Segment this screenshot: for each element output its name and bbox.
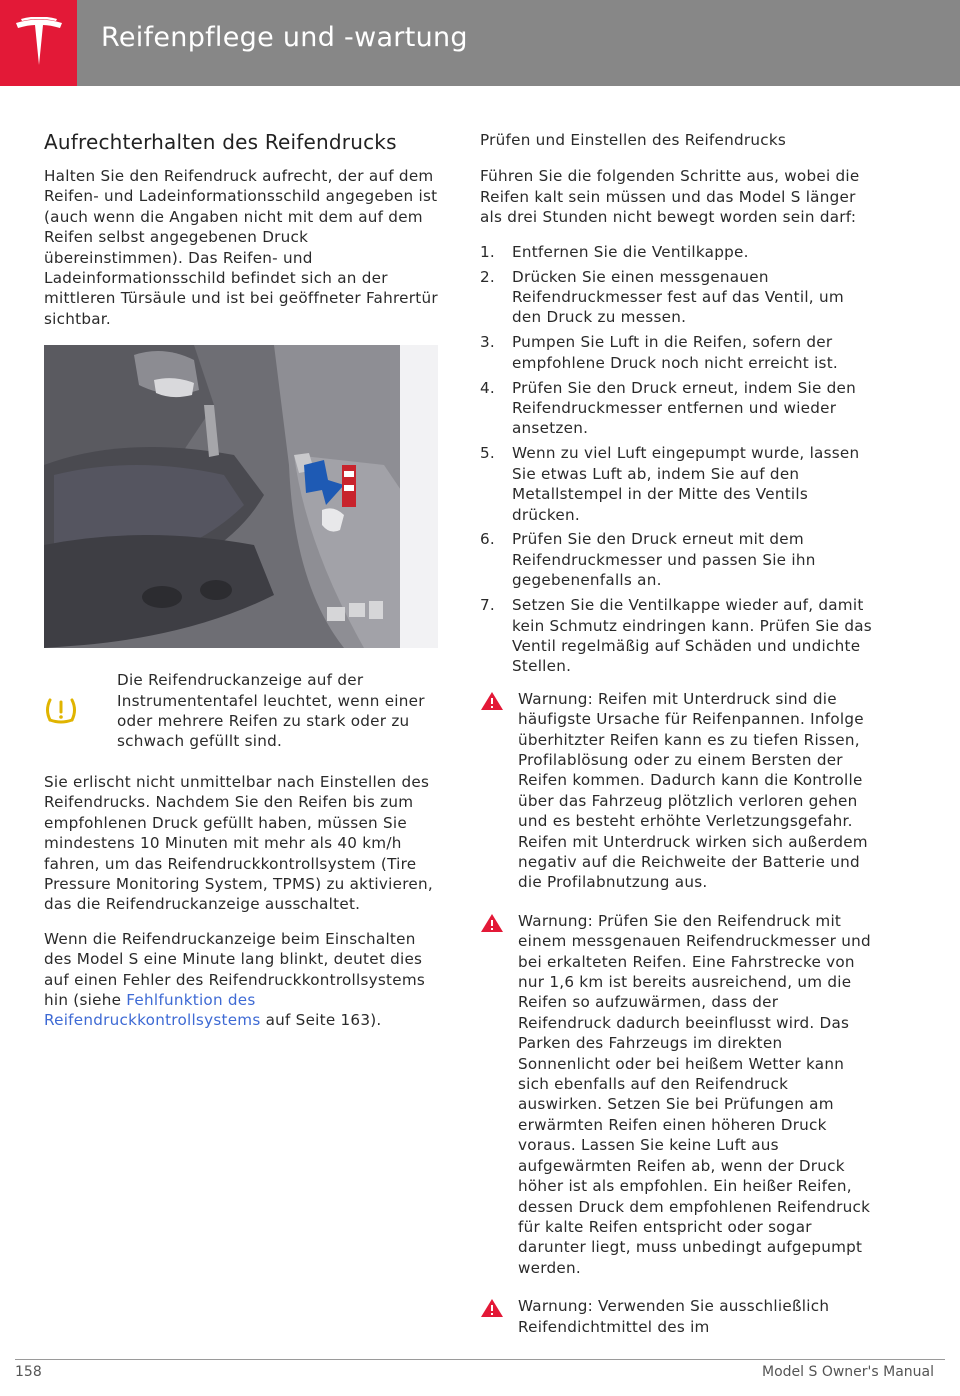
page-number: 158	[15, 1364, 42, 1380]
page-header	[0, 0, 960, 86]
list-item: 5. Wenn zu viel Luft eingepumpt wurde, lassen Sie etwas Luft ab, indem Sie auf den Metallstempel in der Mitte des Ventils drücken.	[480, 444, 860, 524]
warning-triangle-icon	[480, 1296, 518, 1337]
fault-text-before: Wenn die Reifendruckanzeige beim Einschalten des Model S eine Minute lang blinkt, deutet dies auf einen Fehler des Reifendruckkontrollsystems hin (siehe	[44, 929, 426, 1009]
warning-triangle-icon	[480, 689, 518, 893]
warning-block	[480, 911, 875, 1278]
list-item: 3. Pumpen Sie Luft in die Reifen, sofern der empfohlene Druck noch nicht erreicht ist.	[480, 333, 838, 372]
manual-name: Model S Owner's Manual	[762, 1364, 934, 1380]
page-title: Reifenpflege und -wartung	[101, 22, 468, 53]
note-text: Die Reifendruckanzeige auf der Instrumententafel leuchtet, wenn einer oder mehrere Reifen zu stark oder zu schwach gefüllt sind.	[117, 671, 425, 751]
warning-block	[480, 689, 875, 893]
tesla-logo-icon	[13, 17, 65, 69]
right-column	[480, 130, 875, 1355]
list-item: 2. Drücken Sie einen messgenauen Reifendruckmesser fest auf das Ventil, um den Druck zu messen.	[480, 267, 844, 327]
footer-divider	[15, 1359, 945, 1360]
list-item: 1. Entfernen Sie die Ventilkappe.	[480, 242, 749, 261]
tpms-paragraph: Sie erlischt nicht unmittelbar nach Einstellen des Reifendrucks. Nachdem Sie den Reifen bis zum empfohlenen Druck gefüllt haben, müssen Sie mindestens 10 Minuten mit mehr als 40 km/h fahren, um das Reifendruckkontrollsystem (Tire Pressure Monitoring System, TPMS) zu aktivieren, das die Reifendruckanzeige ausschaltet.	[44, 772, 433, 914]
tpms-fault-link[interactable]: Fehlfunktion des Reifendruckkontrollsystems	[44, 990, 261, 1030]
list-item: 4. Prüfen Sie den Druck erneut, indem Sie den Reifendruckmesser entfernen und wieder ansetzen.	[480, 378, 857, 438]
warning-text: Warnung: Verwenden Sie ausschließlich Reifendichtmittel des im	[518, 1297, 830, 1336]
steps-list	[480, 242, 875, 677]
list-item: 6. Prüfen Sie den Druck erneut mit dem Reifendruckmesser und passen Sie ihn gegebenenfalls an.	[480, 530, 816, 590]
warning-block	[480, 1296, 875, 1337]
left-column	[44, 130, 439, 1045]
brand-logo-box	[0, 0, 77, 86]
warning-text: Warnung: Prüfen Sie den Reifendruck mit einem messgenauen Reifendruckmesser und bei erkalteten Reifen. Eine Fahrstrecke von nur 1,6 km ist bereits ausreichend, um die Reifen so aufzuwärmen, dass der Reifendruck dadurch beeinflusst wird. Das Parken des Fahrzeugs im direkten Sonnenlicht oder bei heißem Wetter kann sich ebenfalls auf den Reifendruck auswirken. Setzen Sie bei Prüfungen am erwärmten Reifen einen höheren Druck voraus. Lassen Sie keine Luft aus aufgewärmten Reifen ab, wenn der Druck höher ist als empfohlen. Ein heißer Reifen, dessen Druck dem empfohlenen Reifendruck für kalte Reifen entspricht oder sogar darunter liegt, muss unbedingt aufgepumpt werden.	[518, 911, 871, 1277]
warning-triangle-icon	[480, 911, 518, 1278]
steps-intro: Führen Sie die folgenden Schritte aus, wobei die Reifen kalt sein müssen und das Model S länger als drei Stunden nicht bewegt worden sein darf:	[480, 167, 860, 227]
tire-pressure-warning-icon	[44, 670, 117, 730]
section-heading: Aufrechterhalten des Reifendrucks	[44, 130, 397, 154]
tpms-note	[44, 670, 439, 752]
fault-text-after: auf Seite 163).	[265, 1011, 382, 1030]
intro-paragraph: Halten Sie den Reifendruck aufrecht, der auf dem Reifen- und Ladeinformationsschild angegeben ist (auch wenn die Angaben nicht mit dem auf dem Reifen selbst angegebenen Druck übereinstimmen). Das Reifen- und Ladeinformationsschild befindet sich an der mittleren Türsäule und ist bei geöffneter Fahrertür sichtbar.	[44, 167, 438, 328]
fault-paragraph	[44, 929, 439, 1031]
door-pillar-illustration	[44, 345, 438, 648]
warning-text: Warnung: Reifen mit Unterdruck sind die häufigste Ursache für Reifenpannen. Infolge überhitzter Reifen kann es zu tiefen Rissen, Profilablösung oder zu einem Bersten der Reifen kommen. Dadurch kann die Kontrolle über das Fahrzeug plötzlich verloren gehen und es besteht erhöhte Verletzungsgefahr. Reifen mit Unterdruck wirken sich außerdem negativ auf die Reichweite der Batterie und die Profilabnutzung aus.	[518, 689, 868, 892]
sub-heading: Prüfen und Einstellen des Reifendrucks	[480, 131, 787, 149]
list-item: 7. Setzen Sie die Ventilkappe wieder auf, damit kein Schmutz eindringen kann. Prüfen Sie das Ventil regelmäßig auf Schäden und undichte Stellen.	[480, 596, 872, 676]
